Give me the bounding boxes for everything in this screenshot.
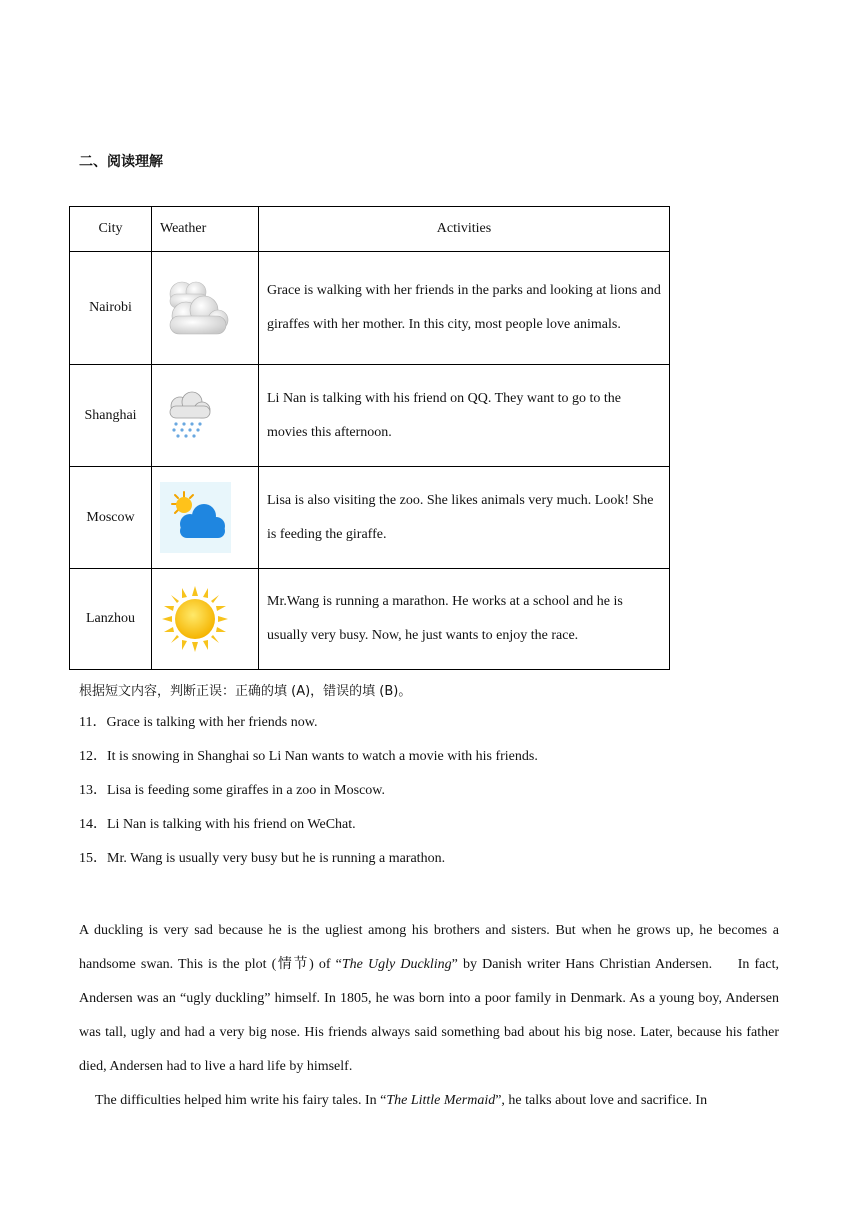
section-title: 二、阅读理解 — [79, 154, 163, 170]
book-title: The Ugly Duckling — [341, 957, 452, 972]
table-header-row — [70, 207, 670, 252]
table-row — [70, 467, 670, 569]
activity-cell: Grace is walking with her friends in the parks and looking at lions and giraffes with her mother. In this city, most people love animals. — [259, 252, 670, 365]
activity-cell: Li Nan is talking with his friend on QQ. They want to go to the movies this afternoon. — [259, 365, 670, 467]
book-title: The Little Mermaid — [386, 1093, 496, 1108]
table-row — [70, 365, 670, 467]
city-cell: Moscow — [70, 467, 152, 569]
question-item: 13．Lisa is feeding some giraffes in a zoo in Moscow. — [79, 783, 385, 798]
table-row — [70, 569, 670, 670]
table-row — [70, 252, 670, 365]
header-activities: Activities — [259, 207, 670, 252]
snowy-icon — [160, 390, 216, 442]
partly-cloudy-icon — [160, 482, 231, 553]
sunny-icon — [160, 584, 230, 654]
header-city: City — [70, 207, 152, 252]
city-cell: Lanzhou — [70, 569, 152, 670]
weather-table — [69, 206, 670, 670]
city-cell: Shanghai — [70, 365, 152, 467]
question-item: 12．It is snowing in Shanghai so Li Nan wants to watch a movie with his friends. — [79, 749, 538, 764]
question-list — [79, 713, 538, 883]
passage-paragraph: A duckling is very sad because he is the ugliest among his brothers and sisters. But when he grows up, he becomes a handsome swan. This is the plot (情节) of “The Ugly Duckling” by Danish writer Hans Christian Andersen. In fact, Andersen was an “ugly duckling” himself. In 1805, he was born into a poor family in Denmark. As a young boy, Andersen was tall, ugly and had a very big nose. His friends always said something bad about his big nose. Later, because his father died, Andersen had to live a hard life by himself. — [79, 923, 779, 1074]
activity-cell: Lisa is also visiting the zoo. She likes animals very much. Look! She is feeding the giraffe. — [259, 467, 670, 569]
cloudy-icon — [160, 276, 232, 340]
header-weather: Weather — [152, 207, 259, 252]
question-item: 14．Li Nan is talking with his friend on WeChat. — [79, 817, 356, 832]
city-cell: Nairobi — [70, 252, 152, 365]
activity-cell: Mr.Wang is running a marathon. He works at a school and he is usually very busy. Now, he just wants to enjoy the race. — [259, 569, 670, 670]
question-item: 11．Grace is talking with her friends now. — [79, 715, 318, 730]
passage-paragraph: The difficulties helped him write his fairy tales. In “The Little Mermaid”, he talks about love and sacrifice. In — [95, 1093, 708, 1108]
instruction-text: 根据短文内容，判断正误：正确的填 (A)，错误的填 (B)。 — [79, 684, 412, 699]
reading-passage — [79, 914, 779, 1118]
question-item: 15．Mr. Wang is usually very busy but he is running a marathon. — [79, 851, 446, 866]
